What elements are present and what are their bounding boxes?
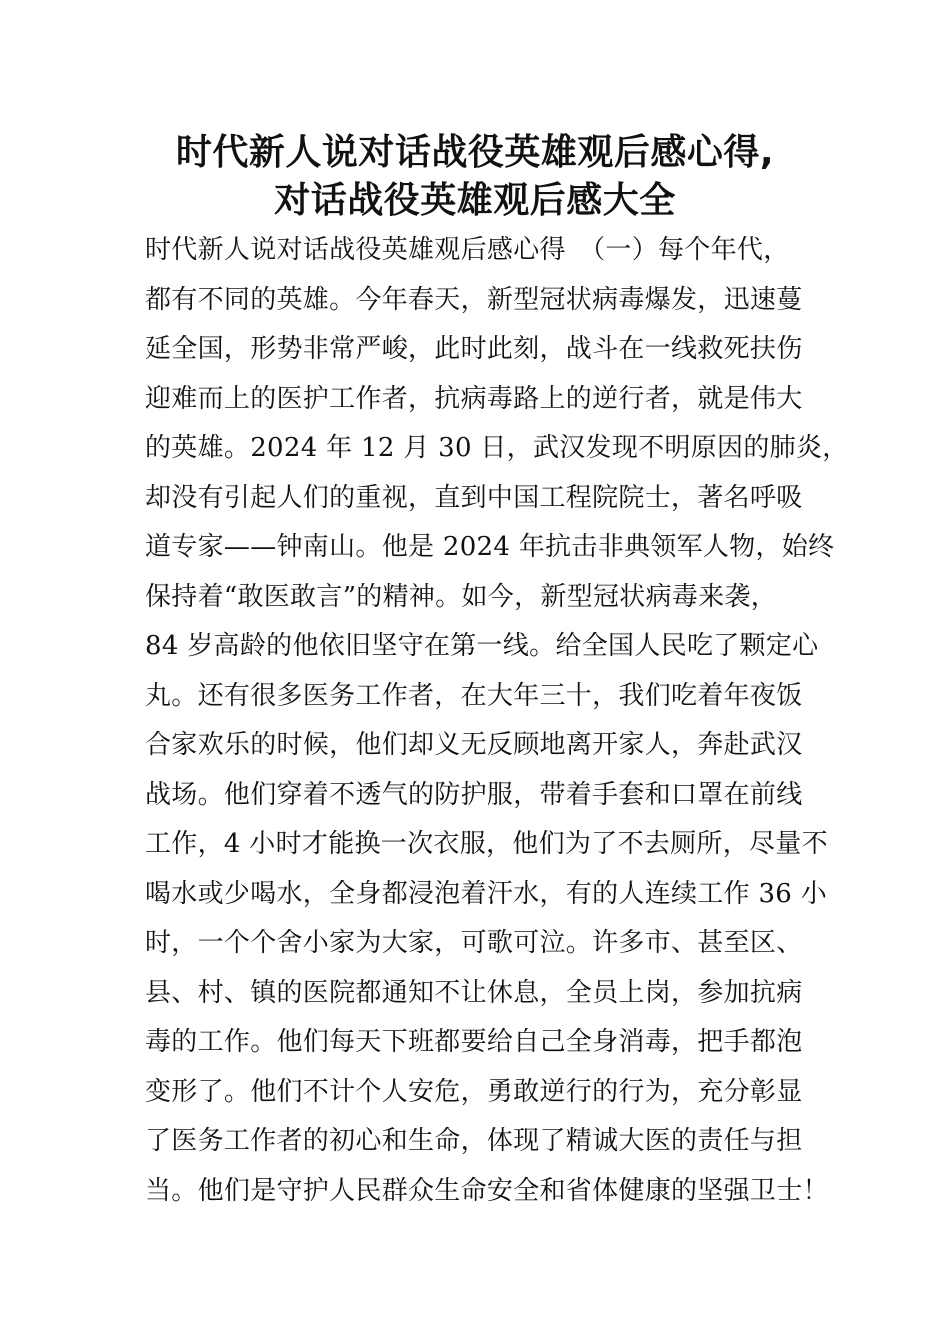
document-title-line-1: 时代新人说对话战役英雄观后感心得,: [175, 132, 775, 173]
body-line: 延全国，形势非常严峻，此时此刻，战斗在一线救死扶伤: [145, 334, 803, 364]
body-line: 工作，4 小时才能换一次衣服，他们为了不去厕所，尽量不: [145, 829, 828, 859]
body-line: 的英雄。2024 年 12 月 30 日，武汉发现不明原因的肺炎，: [145, 433, 849, 463]
body-line: 保持着“敢医敢言”的精神。如今，新型冠状病毒来袭，: [145, 581, 778, 612]
body-line: 道专家——钟南山。他是 2024 年抗击非典领军人物，始终: [145, 532, 835, 562]
body-line: 了医务工作者的初心和生命，体现了精诚大医的责任与担: [145, 1126, 803, 1156]
body-line: 时，一个个舍小家为大家，可歌可泣。许多市、甚至区、: [145, 928, 803, 958]
body-line: 战场。他们穿着不透气的防护服，带着手套和口罩在前线: [145, 779, 803, 810]
body-line: 迎难而上的医护工作者，抗病毒路上的逆行者，就是伟大: [145, 383, 803, 414]
document-body: [145, 226, 849, 1216]
body-line: 变形了。他们不计个人安危，勇敢逆行的行为，充分彰显: [145, 1076, 803, 1107]
body-line: 都有不同的英雄。今年春天，新型冠状病毒爆发，迅速蔓: [145, 284, 803, 315]
body-line: 却没有引起人们的重视，直到中国工程院院士，著名呼吸: [145, 482, 803, 513]
body-line: 时代新人说对话战役英雄观后感心得 （一）每个年代，: [145, 235, 790, 265]
document-title-line-2: 对话战役英雄观后感大全: [274, 180, 676, 221]
body-line: 毒的工作。他们每天下班都要给自己全身消毒，把手都泡: [145, 1027, 803, 1057]
body-line: 县、村、镇的医院都通知不让休息，全员上岗，参加抗病: [145, 977, 803, 1008]
body-line: 合家欢乐的时候，他们却义无反顾地离开家人，奔赴武汉: [145, 730, 803, 760]
body-line: 喝水或少喝水，全身都浸泡着汗水，有的人连续工作 36 小: [145, 878, 828, 909]
body-line: 当。他们是守护人民群众生命安全和省体健康的坚强卫士！: [145, 1175, 829, 1206]
body-line: 84 岁高龄的他依旧坚守在第一线。给全国人民吃了颗定心: [145, 631, 819, 661]
body-line: 丸。还有很多医务工作者，在大年三十，我们吃着年夜饭: [145, 680, 803, 711]
